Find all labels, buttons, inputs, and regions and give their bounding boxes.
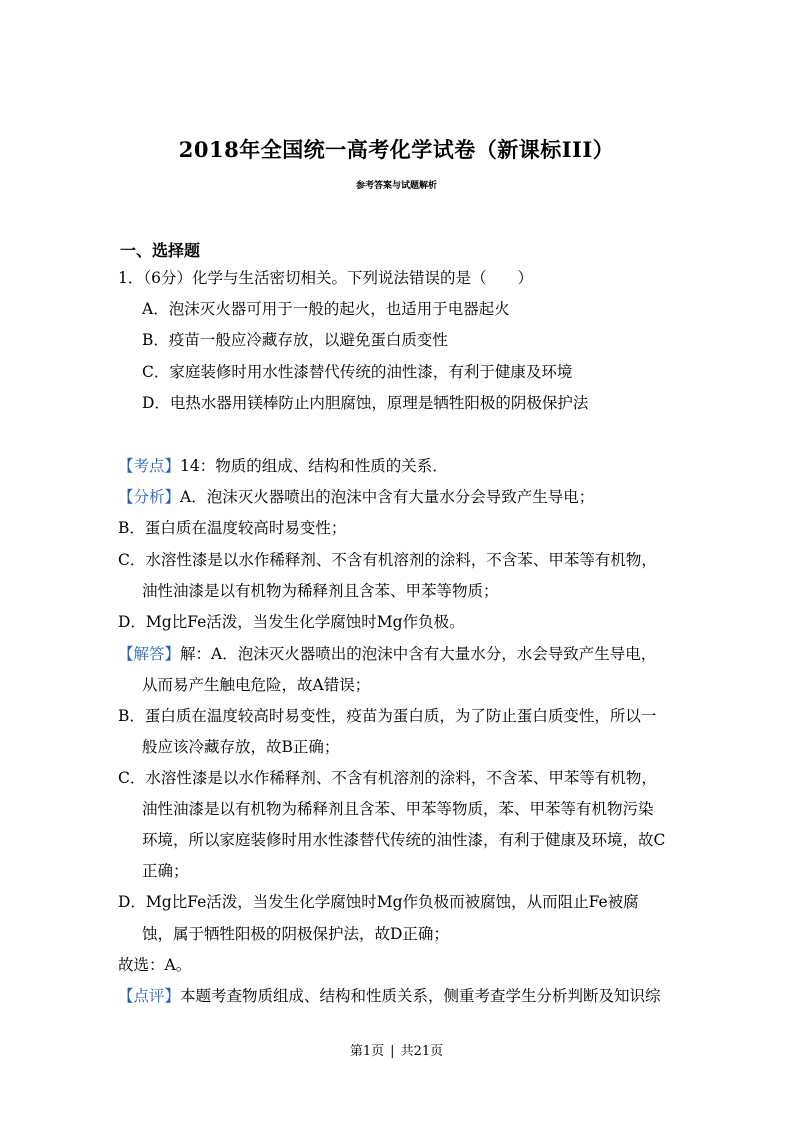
fenxi-tag: 【分析】 (118, 488, 181, 506)
fenxi-line: D．Mg比Fe活泼，当发生化学腐蚀时Mg作负极。 (118, 613, 465, 631)
jieda-tag: 【解答】 (118, 645, 181, 663)
page-footer (0, 1040, 793, 1059)
jieda-line: B．蛋白质在温度较高时易变性，疫苗为蛋白质，为了防止蛋白质变性，所以一 (118, 707, 657, 725)
kaodian-tag: 【考点】 (118, 457, 181, 475)
page-number: 第1页 (349, 1044, 385, 1059)
answer-line: 故选：A。 (118, 956, 192, 974)
jieda-line: 环境，所以家庭装修时用水性漆替代传统的油性漆，有利于健康及环境，故C (142, 831, 666, 849)
dianping-line (118, 986, 661, 1006)
question-number: 1． (118, 269, 144, 287)
dianping-tag: 【点评】 (118, 987, 181, 1005)
question-stem (118, 268, 533, 288)
fenxi-line (118, 487, 594, 507)
jieda-line: 蚀，属于牺牲阳极的阴极保护法，故D正确； (142, 925, 449, 943)
fenxi-line: 油性油漆是以有机物为稀释剂且含苯、甲苯等物质； (142, 582, 499, 600)
jieda-line: 从而易产生触电危险，故A错误； (142, 676, 371, 694)
jieda-line: C．水溶性漆是以水作稀释剂、不含有机溶剂的涂料，不含苯、甲苯等有机物， (118, 769, 657, 787)
option-c: C．家庭装修时用水性漆替代传统的油性漆，有利于健康及环境 (142, 363, 573, 381)
question-points: （6分） (143, 269, 192, 287)
option-b: B．疫苗一般应冷藏存放，以避免蛋白质变性 (142, 331, 448, 349)
kaodian-text: 14：物质的组成、结构和性质的关系． (180, 457, 448, 475)
kaodian-line (118, 456, 448, 476)
dianping-text: 本题考查物质组成、结构和性质关系，侧重考查学生分析判断及知识综 (180, 987, 661, 1005)
jieda-line: D．Mg比Fe活泼，当发生化学腐蚀时Mg作负极而被腐蚀，从而阻止Fe被腐 (118, 893, 639, 911)
jieda-text: 解：A．泡沫灭火器喷出的泡沫中含有大量水分，水会导致产生导电， (180, 645, 657, 663)
document-title: 2018年全国统一高考化学试卷（新课标III） (178, 137, 615, 162)
question-text: 化学与生活密切相关。下列说法错误的是（ ） (192, 269, 534, 287)
footer-separator: | (390, 1044, 395, 1059)
jieda-line (118, 644, 656, 664)
fenxi-line: C．水溶性漆是以水作稀释剂、不含有机溶剂的涂料，不含苯、甲苯等有机物， (118, 551, 657, 569)
jieda-line: 正确； (142, 862, 189, 880)
fenxi-line: B．蛋白质在温度较高时易变性； (118, 519, 347, 537)
jieda-line: 油性油漆是以有机物为稀释剂且含苯、甲苯等物质，苯、甲苯等有机物污染 (142, 800, 654, 818)
document-subtitle: 参考答案与试题解析 (355, 181, 437, 191)
option-a: A．泡沫灭火器可用于一般的起火，也适用于电器起火 (142, 300, 510, 318)
jieda-line: 般应该冷藏存放，故B正确； (142, 738, 340, 756)
fenxi-text: A．泡沫灭火器喷出的泡沫中含有大量水分会导致产生导电； (180, 488, 595, 506)
page-total: 共21页 (400, 1044, 444, 1059)
section-heading: 一、选择题 (120, 241, 201, 260)
option-d: D．电热水器用镁棒防止内胆腐蚀，原理是牺牲阳极的阴极保护法 (142, 394, 589, 412)
